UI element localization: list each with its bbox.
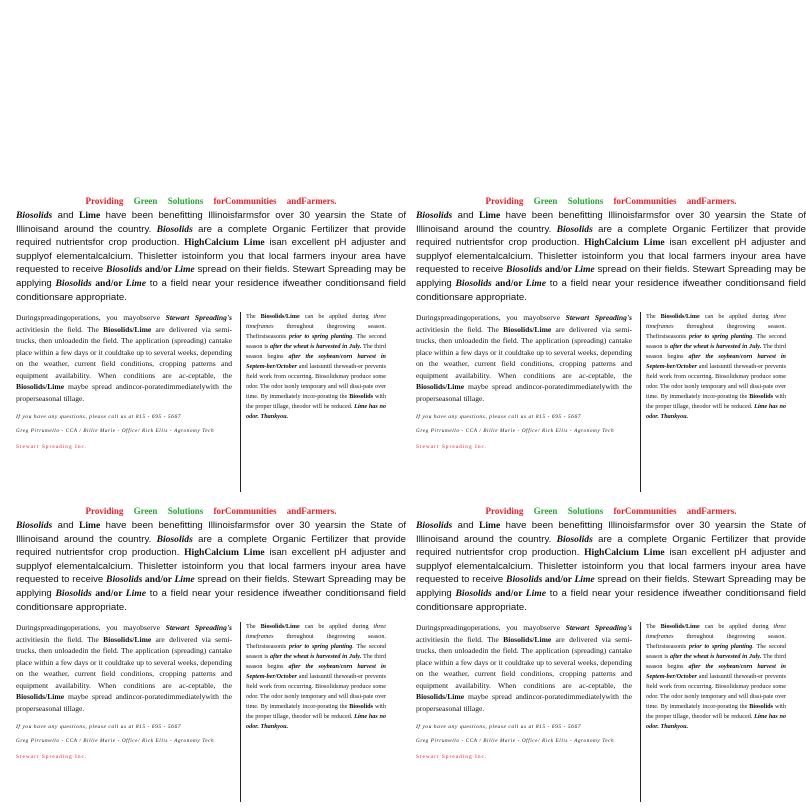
right-column: The Biosolids/Lime can be applied during three timeframes throughout thegrowing season. Thefirstseasonis prior to spring planting. The second season is after the wheat is harvested in July. The third season begins after the soybean/corn harvest in Septem-ber/October and lastsuntil theweath-er prevents field work from occurring. Biosolidsmay produce some odor. The odor isonly temporary and will dissi-pate over time. By immediately incor-porating the Biosolids with the proper tillage, theodor will be reduced. Lime has no odor. Thankyou.	[640, 312, 786, 492]
left-column-text: Duringspreadingoperations, you mayobserve Stewart Spreading's activitiesin the field. The Biosolids/Lime are delivered via semi-trucks, then unloadedin the field. The application (spreading) cantake place within a few days or it couldtake up to several weeks, depending on the weather, current field conditions, cropping patterns and equipment availability. When conditions are ac-ceptable, the Biosolids/Lime maybe spread andincor-poratedimmediatelywith the properseasonal tillage.	[416, 623, 633, 713]
header-word: andFarmers.	[686, 196, 737, 206]
flyer-header	[16, 195, 406, 209]
contact-line: If you have any questions, please call us at 815 - 695 - 5667	[16, 414, 182, 420]
header-word: Green	[533, 506, 558, 516]
contact-line: If you have any questions, please call us at 815 - 695 - 5667	[416, 724, 582, 730]
header-word: forCommunities	[613, 196, 677, 206]
flyer-copy-2	[416, 195, 806, 495]
staff-names: Greg Pirrumello - CCA / Billie Marie - Office/ Rick Ellis - Agronomy Tech	[416, 428, 615, 434]
company-signature: Stewart Spreading Inc.	[416, 443, 488, 450]
flyer-copy-4	[416, 505, 806, 805]
left-column	[16, 312, 232, 453]
header-word: forCommunities	[213, 506, 277, 516]
flyer-copy-3	[16, 505, 406, 805]
right-column: The Biosolids/Lime can be applied during three timeframes throughout thegrowing season. Thefirstseasonis prior to spring planting. The second season is after the wheat is harvested in July. The third season begins after the soybean/corn harvest in Septem-ber/October and lastsuntil theweath-er prevents field work from occurring. Biosolidsmay produce some odor. The odor isonly temporary and will dissi-pate over time. By immediately incor-porating the Biosolids with the proper tillage, theodor will be reduced. Lime has no odor. Thankyou.	[240, 622, 386, 802]
header-word: Solutions	[567, 196, 604, 206]
company-signature: Stewart Spreading Inc.	[16, 753, 88, 760]
header-word: Solutions	[167, 506, 204, 516]
staff-names: Greg Pirrumello - CCA / Billie Marie - Office/ Rick Ellis - Agronomy Tech	[16, 738, 215, 744]
header-word: Providing	[485, 196, 524, 206]
staff-names: Greg Pirrumello - CCA / Billie Marie - Office/ Rick Ellis - Agronomy Tech	[16, 428, 215, 434]
left-column	[416, 312, 632, 453]
left-column-text: Duringspreadingoperations, you mayobserve Stewart Spreading's activitiesin the field. The Biosolids/Lime are delivered via semi-trucks, then unloadedin the field. The application (spreading) cantake place within a few days or it couldtake up to several weeks, depending on the weather, current field conditions, cropping patterns and equipment availability. When conditions are ac-ceptable, the Biosolids/Lime maybe spread andincor-poratedimmediatelywith the properseasonal tillage.	[16, 313, 233, 403]
contact-line: If you have any questions, please call us at 815 - 695 - 5667	[416, 414, 582, 420]
header-word: andFarmers.	[686, 506, 737, 516]
intro-paragraph: Biosolids and Lime have been benefitting Illinoisfarmsfor over 30 yearsin the State of Illinoisand around the country. Biosolids are a complete Organic Fertilizer that provide required nutrientsfor crop production. HighCalcium Lime isan excellent pH adjuster and supplyof elementalcalcium. Thisletter istoinform you that local farmers inyour area have requested to receive Biosolids and/or Lime spread on their fields. Stewart Spreading may be applying Biosolids and/or Lime to a field near your residence ifweather conditionsand field conditionsare appropriate.	[16, 210, 407, 303]
intro-paragraph: Biosolids and Lime have been benefitting Illinoisfarmsfor over 30 yearsin the State of Illinoisand around the country. Biosolids are a complete Organic Fertilizer that provide required nutrientsfor crop production. HighCalcium Lime isan excellent pH adjuster and supplyof elementalcalcium. Thisletter istoinform you that local farmers inyour area have requested to receive Biosolids and/or Lime spread on their fields. Stewart Spreading may be applying Biosolids and/or Lime to a field near your residence ifweather conditionsand field conditionsare appropriate.	[416, 210, 806, 303]
flyer-header	[16, 505, 406, 519]
left-column-text: Duringspreadingoperations, you mayobserve Stewart Spreading's activitiesin the field. The Biosolids/Lime are delivered via semi-trucks, then unloadedin the field. The application (spreading) cantake place within a few days or it couldtake up to several weeks, depending on the weather, current field conditions, cropping patterns and equipment availability. When conditions are ac-ceptable, the Biosolids/Lime maybe spread andincor-poratedimmediatelywith the properseasonal tillage.	[416, 313, 633, 403]
flyer-copy-1	[16, 195, 406, 495]
header-word: Providing	[85, 196, 124, 206]
header-word: Providing	[485, 506, 524, 516]
left-column-text: Duringspreadingoperations, you mayobserve Stewart Spreading's activitiesin the field. The Biosolids/Lime are delivered via semi-trucks, then unloadedin the field. The application (spreading) cantake place within a few days or it couldtake up to several weeks, depending on the weather, current field conditions, cropping patterns and equipment availability. When conditions are ac-ceptable, the Biosolids/Lime maybe spread andincor-poratedimmediatelywith the properseasonal tillage.	[16, 623, 233, 713]
header-word: Green	[133, 196, 158, 206]
company-signature: Stewart Spreading Inc.	[416, 753, 488, 760]
left-column	[416, 622, 632, 763]
contact-line: If you have any questions, please call us at 815 - 695 - 5667	[16, 724, 182, 730]
header-word: Providing	[85, 506, 124, 516]
header-word: andFarmers.	[286, 196, 337, 206]
left-column	[16, 622, 232, 763]
header-word: forCommunities	[213, 196, 277, 206]
intro-paragraph: Biosolids and Lime have been benefitting Illinoisfarmsfor over 30 yearsin the State of Illinoisand around the country. Biosolids are a complete Organic Fertilizer that provide required nutrientsfor crop production. HighCalcium Lime isan excellent pH adjuster and supplyof elementalcalcium. Thisletter istoinform you that local farmers inyour area have requested to receive Biosolids and/or Lime spread on their fields. Stewart Spreading may be applying Biosolids and/or Lime to a field near your residence ifweather conditionsand field conditionsare appropriate.	[416, 520, 806, 613]
header-word: Green	[533, 196, 558, 206]
header-word: andFarmers.	[286, 506, 337, 516]
flyer-header	[416, 195, 806, 209]
flyer-header	[416, 505, 806, 519]
header-word: Solutions	[567, 506, 604, 516]
right-column: The Biosolids/Lime can be applied during three timeframes throughout thegrowing season. Thefirstseasonis prior to spring planting. The second season is after the wheat is harvested in July. The third season begins after the soybean/corn harvest in Septem-ber/October and lastsuntil theweath-er prevents field work from occurring. Biosolidsmay produce some odor. The odor isonly temporary and will dissi-pate over time. By immediately incor-porating the Biosolids with the proper tillage, theodor will be reduced. Lime has no odor. Thankyou.	[240, 312, 386, 492]
intro-paragraph: Biosolids and Lime have been benefitting Illinoisfarmsfor over 30 yearsin the State of Illinoisand around the country. Biosolids are a complete Organic Fertilizer that provide required nutrientsfor crop production. HighCalcium Lime isan excellent pH adjuster and supplyof elementalcalcium. Thisletter istoinform you that local farmers inyour area have requested to receive Biosolids and/or Lime spread on their fields. Stewart Spreading may be applying Biosolids and/or Lime to a field near your residence ifweather conditionsand field conditionsare appropriate.	[16, 520, 407, 613]
header-word: Solutions	[167, 196, 204, 206]
header-word: Green	[133, 506, 158, 516]
company-signature: Stewart Spreading Inc.	[16, 443, 88, 450]
header-word: forCommunities	[613, 506, 677, 516]
staff-names: Greg Pirrumello - CCA / Billie Marie - Office/ Rick Ellis - Agronomy Tech	[416, 738, 615, 744]
right-column: The Biosolids/Lime can be applied during three timeframes throughout thegrowing season. Thefirstseasonis prior to spring planting. The second season is after the wheat is harvested in July. The third season begins after the soybean/corn harvest in Septem-ber/October and lastsuntil theweath-er prevents field work from occurring. Biosolidsmay produce some odor. The odor isonly temporary and will dissi-pate over time. By immediately incor-porating the Biosolids with the proper tillage, theodor will be reduced. Lime has no odor. Thankyou.	[640, 622, 786, 802]
